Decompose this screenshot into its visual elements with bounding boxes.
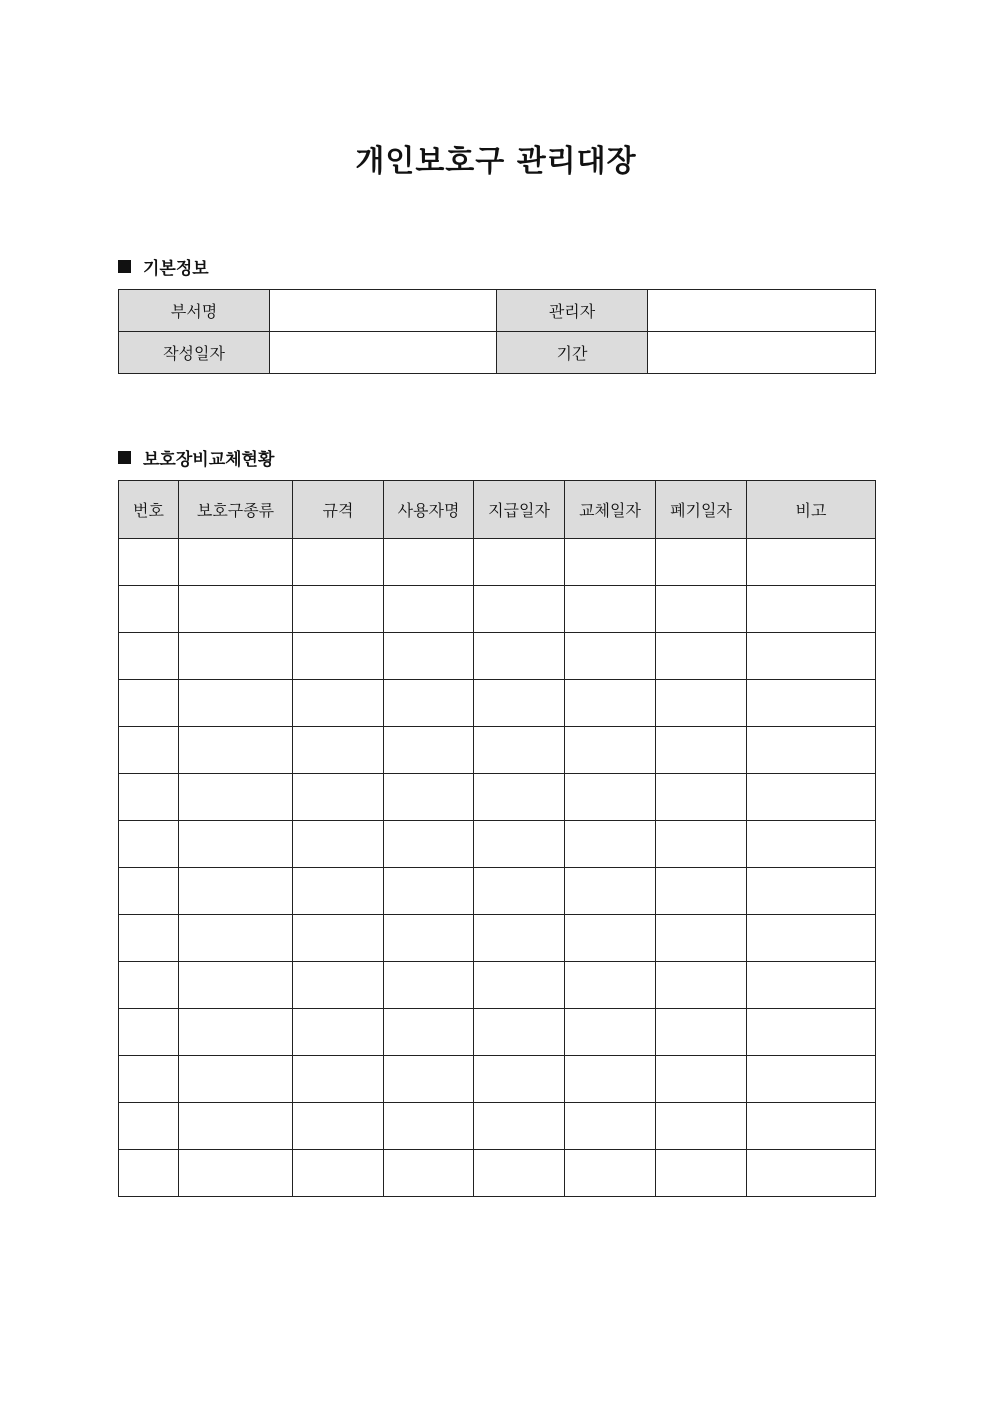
square-bullet-icon [118,451,131,464]
issue-date-cell[interactable] [474,1150,565,1197]
user-name-cell[interactable] [384,774,474,821]
table-row [119,539,876,586]
user-name-cell[interactable] [384,539,474,586]
date-field[interactable] [270,332,497,374]
specification-cell[interactable] [293,539,384,586]
manager-field[interactable] [648,290,876,332]
specification-cell[interactable] [293,774,384,821]
table-row [119,633,876,680]
issue-date-cell[interactable] [474,868,565,915]
specification-cell[interactable] [293,1056,384,1103]
equipment-type-cell[interactable] [179,1150,293,1197]
table-row [119,1009,876,1056]
replace-date-cell[interactable] [565,962,656,1009]
equipment-type-cell[interactable] [179,727,293,774]
number-cell[interactable] [119,586,179,633]
square-bullet-icon [118,260,131,273]
remarks-cell[interactable] [747,1103,876,1150]
column-header-replace-date: 교체일자 [565,481,656,539]
number-cell[interactable] [119,1056,179,1103]
issue-date-cell[interactable] [474,680,565,727]
issue-date-cell[interactable] [474,962,565,1009]
disposal-date-cell[interactable] [656,539,747,586]
user-name-cell[interactable] [384,1009,474,1056]
issue-date-cell[interactable] [474,1056,565,1103]
column-header-user-name: 사용자명 [384,481,474,539]
department-label: 부서명 [119,290,270,332]
table-row [119,680,876,727]
issue-date-cell[interactable] [474,821,565,868]
column-header-remarks: 비고 [747,481,876,539]
number-cell[interactable] [119,962,179,1009]
disposal-date-cell[interactable] [656,1056,747,1103]
replace-date-cell[interactable] [565,633,656,680]
disposal-date-cell[interactable] [656,633,747,680]
department-field[interactable] [270,290,497,332]
replace-date-cell[interactable] [565,821,656,868]
number-cell[interactable] [119,821,179,868]
issue-date-cell[interactable] [474,1103,565,1150]
user-name-cell[interactable] [384,586,474,633]
column-header-issue-date: 지급일자 [474,481,565,539]
user-name-cell[interactable] [384,915,474,962]
replace-date-cell[interactable] [565,868,656,915]
number-cell[interactable] [119,539,179,586]
date-label: 작성일자 [119,332,270,374]
table-row [119,727,876,774]
manager-label: 관리자 [497,290,648,332]
section-heading-replacement-status [118,445,274,470]
equipment-type-cell[interactable] [179,633,293,680]
equipment-type-cell[interactable] [179,1103,293,1150]
period-field[interactable] [648,332,876,374]
remarks-cell[interactable] [747,1009,876,1056]
remarks-cell[interactable] [747,680,876,727]
user-name-cell[interactable] [384,1103,474,1150]
issue-date-cell[interactable] [474,633,565,680]
replace-date-cell[interactable] [565,727,656,774]
issue-date-cell[interactable] [474,727,565,774]
user-name-cell[interactable] [384,727,474,774]
disposal-date-cell[interactable] [656,1103,747,1150]
equipment-type-cell[interactable] [179,680,293,727]
section-heading-label: 기본정보 [143,259,209,279]
user-name-cell[interactable] [384,962,474,1009]
replace-date-cell[interactable] [565,1103,656,1150]
number-cell[interactable] [119,727,179,774]
disposal-date-cell[interactable] [656,962,747,1009]
column-header-number: 번호 [119,481,179,539]
remarks-cell[interactable] [747,774,876,821]
disposal-date-cell[interactable] [656,586,747,633]
table-row [119,1056,876,1103]
table-row [119,868,876,915]
disposal-date-cell[interactable] [656,1009,747,1056]
table-row [119,586,876,633]
replacement-status-table [118,480,876,1197]
disposal-date-cell[interactable] [656,680,747,727]
replace-date-cell[interactable] [565,774,656,821]
specification-cell[interactable] [293,1009,384,1056]
table-row [119,1150,876,1197]
remarks-cell[interactable] [747,915,876,962]
number-cell[interactable] [119,868,179,915]
number-cell[interactable] [119,774,179,821]
period-label: 기간 [497,332,648,374]
remarks-cell[interactable] [747,586,876,633]
number-cell[interactable] [119,680,179,727]
replace-date-cell[interactable] [565,1056,656,1103]
disposal-date-cell[interactable] [656,821,747,868]
disposal-date-cell[interactable] [656,868,747,915]
specification-cell[interactable] [293,727,384,774]
remarks-cell[interactable] [747,868,876,915]
specification-cell[interactable] [293,586,384,633]
disposal-date-cell[interactable] [656,727,747,774]
issue-date-cell[interactable] [474,586,565,633]
specification-cell[interactable] [293,1150,384,1197]
number-cell[interactable] [119,1009,179,1056]
replace-date-cell[interactable] [565,1009,656,1056]
issue-date-cell[interactable] [474,915,565,962]
remarks-cell[interactable] [747,962,876,1009]
specification-cell[interactable] [293,868,384,915]
specification-cell[interactable] [293,680,384,727]
equipment-type-cell[interactable] [179,539,293,586]
equipment-type-cell[interactable] [179,821,293,868]
number-cell[interactable] [119,1150,179,1197]
column-header-equipment-type: 보호구종류 [179,481,293,539]
specification-cell[interactable] [293,915,384,962]
disposal-date-cell[interactable] [656,1150,747,1197]
equipment-type-cell[interactable] [179,868,293,915]
user-name-cell[interactable] [384,1150,474,1197]
issue-date-cell[interactable] [474,539,565,586]
remarks-cell[interactable] [747,539,876,586]
number-cell[interactable] [119,633,179,680]
user-name-cell[interactable] [384,633,474,680]
basic-info-table [118,289,876,374]
table-row [119,774,876,821]
specification-cell[interactable] [293,962,384,1009]
table-row [119,290,876,332]
remarks-cell[interactable] [747,1056,876,1103]
equipment-type-cell[interactable] [179,774,293,821]
remarks-cell[interactable] [747,1150,876,1197]
equipment-type-cell[interactable] [179,962,293,1009]
table-row [119,1103,876,1150]
remarks-cell[interactable] [747,727,876,774]
user-name-cell[interactable] [384,821,474,868]
table-row [119,821,876,868]
specification-cell[interactable] [293,821,384,868]
table-row [119,915,876,962]
section-heading-label: 보호장비교체현황 [143,450,275,470]
number-cell[interactable] [119,1103,179,1150]
section-heading-basic-info [118,254,209,279]
issue-date-cell[interactable] [474,1009,565,1056]
specification-cell[interactable] [293,633,384,680]
equipment-type-cell[interactable] [179,586,293,633]
replace-date-cell[interactable] [565,586,656,633]
page-title: 개인보호구 관리대장 [355,144,637,179]
equipment-type-cell[interactable] [179,1009,293,1056]
remarks-cell[interactable] [747,633,876,680]
replace-date-cell[interactable] [565,1150,656,1197]
disposal-date-cell[interactable] [656,915,747,962]
column-header-specification: 규격 [293,481,384,539]
remarks-cell[interactable] [747,821,876,868]
disposal-date-cell[interactable] [656,774,747,821]
table-row [119,962,876,1009]
table-row [119,332,876,374]
replace-date-cell[interactable] [565,915,656,962]
user-name-cell[interactable] [384,868,474,915]
issue-date-cell[interactable] [474,774,565,821]
user-name-cell[interactable] [384,1056,474,1103]
number-cell[interactable] [119,915,179,962]
equipment-type-cell[interactable] [179,915,293,962]
replace-date-cell[interactable] [565,680,656,727]
table-header-row [119,481,876,539]
replace-date-cell[interactable] [565,539,656,586]
specification-cell[interactable] [293,1103,384,1150]
equipment-type-cell[interactable] [179,1056,293,1103]
column-header-disposal-date: 폐기일자 [656,481,747,539]
user-name-cell[interactable] [384,680,474,727]
